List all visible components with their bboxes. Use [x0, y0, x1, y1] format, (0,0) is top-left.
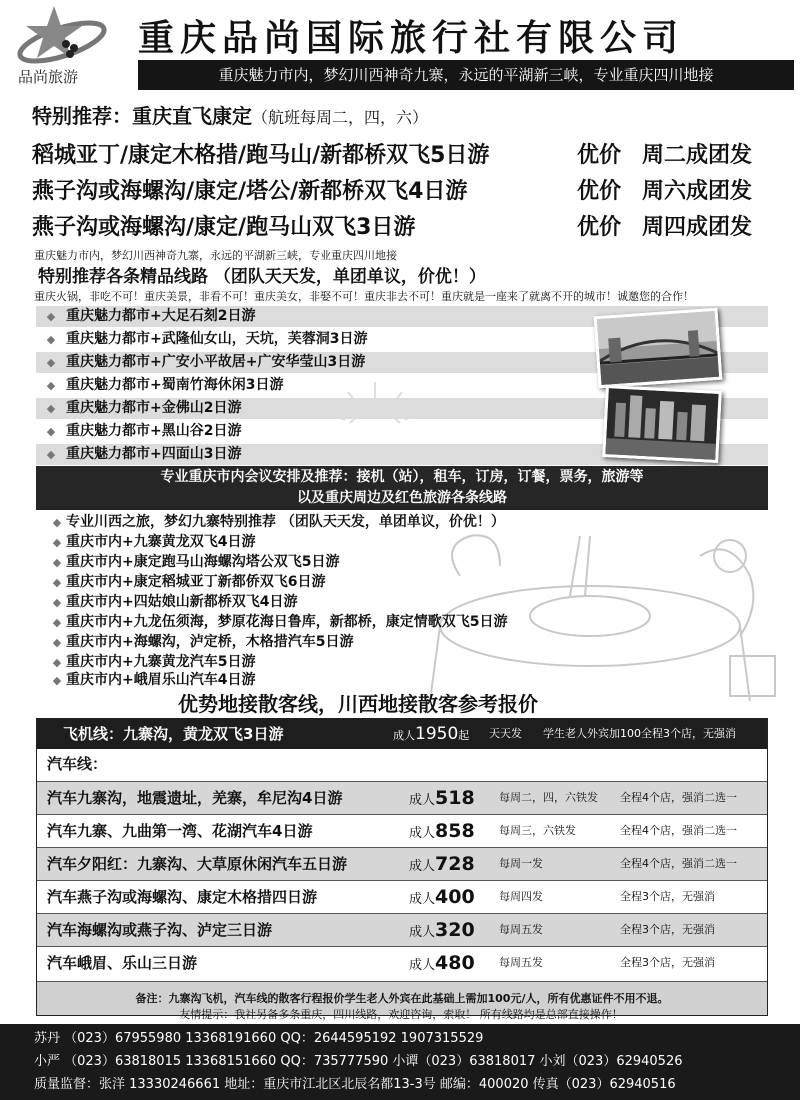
table-row [37, 947, 767, 979]
list-item [48, 652, 255, 672]
sun-doodle-icon [330, 378, 420, 448]
logo-star-icon [10, 2, 122, 70]
diamond-bullet-icon: ◆ [52, 674, 62, 687]
list-item-label: 重庆魅力都市+大足石刻2日游 [66, 308, 256, 324]
flight-price-suffix: 起 [458, 729, 470, 742]
table-row [37, 881, 767, 913]
west-sichuan-title-text: 专业川西之旅，梦幻九寨特别推荐 （团队天天发，单团单议，价优！） [66, 514, 505, 530]
cell-price-value: 518 [435, 787, 475, 809]
list-item [48, 552, 339, 572]
cell-price [409, 914, 475, 949]
diamond-bullet-icon: ◆ [46, 448, 56, 461]
diamond-bullet-icon: ◆ [52, 596, 62, 609]
cell-note: 全程4个店，强消二选一 [620, 824, 737, 837]
flight-note: 学生老人外宾加100全程3个店，无强消 [543, 727, 736, 740]
cell-price [409, 782, 475, 817]
cell-route: 汽车峨眉、乐山三日游 [47, 954, 198, 972]
flight-route-row [37, 719, 767, 749]
special-route-row [32, 138, 777, 170]
contact-footer [0, 1024, 800, 1100]
table-row [37, 782, 767, 814]
cell-note: 全程4个店，强消二选一 [620, 857, 737, 870]
list-item [48, 670, 255, 690]
table-row [37, 815, 767, 847]
list-item [48, 572, 325, 592]
route-price: 优价 [577, 215, 622, 240]
cell-departure: 每周四发 [499, 890, 543, 903]
diamond-bullet-icon: ◆ [52, 556, 62, 569]
hotpot-illustration [400, 516, 780, 706]
cell-departure: 每周五发 [499, 923, 543, 936]
list-item-label: 重庆魅力都市+四面山3日游 [66, 446, 242, 462]
friendly-tips: 友情提示：我社另备多条重庆，四川线路，欢迎咨询，索取！ 所有线路均是总部直接操作！ [179, 1008, 623, 1021]
slogan-bar: 重庆魅力市内，梦幻川西神奇九寨，永远的平湖新三峡，专业重庆四川地接 [138, 60, 794, 90]
flight-price-value: 1950 [415, 724, 459, 744]
list-item-label: 重庆市内+九寨黄龙双飞4日游 [66, 534, 256, 550]
cell-departure: 每周二，四，六铁发 [499, 791, 598, 804]
meeting-line-2: 以及重庆周边及红色旅游各条线路 [297, 490, 507, 506]
diamond-bullet-icon: ◆ [46, 402, 56, 415]
list-item [48, 632, 353, 652]
cell-price-prefix: 成人 [409, 859, 436, 874]
route-departure: 周四成团发 [642, 215, 753, 240]
cell-departure: 每周三，六铁发 [499, 824, 576, 837]
list-item-label: 重庆市内+四姑娘山新都桥双飞4日游 [66, 594, 298, 610]
cell-price-prefix: 成人 [409, 925, 436, 940]
cell-price-value: 858 [435, 820, 475, 842]
price-section-heading: 优势地接散客线，川西地接散客参考报价 [178, 692, 538, 716]
cell-departure: 每周五发 [499, 956, 543, 969]
flight-price [393, 719, 469, 751]
cell-price [409, 848, 475, 883]
cell-price-value: 320 [435, 919, 475, 941]
diamond-bullet-icon: ◆ [52, 516, 62, 529]
diamond-bullet-icon: ◆ [46, 356, 56, 369]
flight-schedule-note: （航班每周二，四，六） [252, 108, 429, 127]
cell-price-prefix: 成人 [409, 826, 436, 841]
diamond-bullet-icon: ◆ [46, 425, 56, 438]
route-price: 优价 [577, 143, 622, 168]
contact-row-1: 苏丹 （023）67955980 13368191660 QQ：2644595192 1907315529 [34, 1031, 484, 1046]
list-item-label: 重庆市内+海螺沟，泸定桥，木格措汽车5日游 [66, 634, 354, 650]
cell-price-prefix: 成人 [409, 892, 436, 907]
cell-price-value: 480 [435, 952, 475, 974]
list-item-label: 重庆市内+峨眉乐山汽车4日游 [66, 672, 256, 688]
table-row [37, 848, 767, 880]
list-item [48, 612, 507, 632]
special-route-row [32, 210, 777, 242]
hotpot-slogan: 重庆火锅，非吃不可！重庆美景，非看不可！重庆美女，非娶不可！重庆非去不可！重庆就是一座来了就离不开的城市！诚邀您的合作！ [34, 290, 694, 303]
diamond-bullet-icon: ◆ [52, 656, 62, 669]
diamond-bullet-icon: ◆ [52, 576, 62, 589]
bus-routes-label: 汽车线： [47, 755, 108, 773]
meeting-services-bar [36, 466, 768, 510]
list-item-label: 重庆魅力都市+蜀南竹海休闲3日游 [66, 377, 284, 393]
night-city-photo [602, 385, 722, 463]
diamond-bullet-icon: ◆ [46, 310, 56, 323]
cell-note: 全程3个店，无强消 [620, 923, 715, 936]
flight-departure: 天天发 [489, 727, 522, 740]
cell-price [409, 815, 475, 850]
remark-row: 备注：九寨沟飞机，汽车线的散客行程报价学生老人外宾在此基础上需加100元/人，所有优惠证件不用不退。 [37, 982, 767, 1015]
list-item-label: 重庆市内+九龙伍须海，梦原花海日鲁库，新都桥，康定情歌双飞5日游 [66, 614, 508, 630]
cell-note: 全程3个店，无强消 [620, 956, 715, 969]
list-item-label: 重庆魅力都市+黑山谷2日游 [66, 423, 242, 439]
cell-route: 汽车海螺沟或燕子沟、泸定三日游 [47, 921, 273, 939]
table-row [37, 914, 767, 946]
cell-route: 汽车夕阳红：九寨沟、大草原休闲汽车五日游 [47, 855, 348, 873]
cell-route: 汽车九寨沟，地震遗址，羌寨，牟尼沟4日游 [47, 789, 343, 807]
cell-route: 汽车九寨、九曲第一湾、花湖汽车4日游 [47, 822, 313, 840]
list-item-label: 重庆魅力都市+武隆仙女山，天坑，芙蓉洞3日游 [66, 331, 368, 347]
contact-row-3: 质量监督：张洋 13330246661 地址：重庆市江北区北辰名都13-3号 邮编：400020 传真（023）62940516 [34, 1077, 676, 1092]
route-name: 稻城亚丁/康定木格措/跑马山/新都桥双飞5日游 [32, 143, 490, 168]
cell-price [409, 881, 475, 916]
cell-note: 全程4个店，强消二选一 [620, 791, 737, 804]
bridge-photo [594, 308, 723, 388]
cell-price-prefix: 成人 [409, 958, 436, 973]
route-departure: 周二成团发 [642, 143, 753, 168]
diamond-bullet-icon: ◆ [46, 333, 56, 346]
cell-route: 汽车燕子沟或海螺沟、康定木格措四日游 [47, 888, 318, 906]
route-departure: 周六成团发 [642, 179, 753, 204]
cell-departure: 每周一发 [499, 857, 543, 870]
featured-routes-title: 特别推荐各条精品线路 （团队天天发，单团单议，价优！） [38, 267, 486, 287]
special-route-row [32, 174, 777, 206]
list-item [48, 532, 255, 552]
contact-row-2: 小严 （023）63818015 13368151660 QQ：735777590 小谭（023）63818017 小刘（023）62940526 [34, 1054, 683, 1069]
route-price: 优价 [577, 179, 622, 204]
west-sichuan-title [48, 512, 505, 532]
diamond-bullet-icon: ◆ [46, 379, 56, 392]
list-item-label: 重庆市内+九寨黄龙汽车5日游 [66, 654, 256, 670]
meeting-line-1: 专业重庆市内会议安排及推荐：接机（站），租车，订房，订餐，票务，旅游等 [160, 469, 644, 485]
price-table [36, 718, 768, 1016]
flight-price-prefix: 成人 [393, 729, 415, 742]
special-recommend-title [32, 100, 428, 129]
diamond-bullet-icon: ◆ [52, 636, 62, 649]
list-item-label: 重庆魅力都市+广安小平故居+广安华莹山3日游 [66, 354, 366, 370]
small-slogan: 重庆魅力市内，梦幻川西神奇九寨，永远的平湖新三峡，专业重庆四川地接 [34, 249, 397, 262]
route-name: 燕子沟或海螺沟/康定/塔公/新都桥双飞4日游 [32, 179, 468, 204]
cell-note: 全程3个店，无强消 [620, 890, 715, 903]
list-item-label: 重庆市内+康定稻城亚丁新都侨双飞6日游 [66, 574, 326, 590]
route-name: 燕子沟或海螺沟/康定/跑马山双飞3日游 [32, 215, 416, 240]
cell-price-value: 728 [435, 853, 475, 875]
list-item [48, 592, 297, 612]
list-item-label: 重庆魅力都市+金佛山2日游 [66, 400, 242, 416]
list-item-label: 重庆市内+康定跑马山海螺沟塔公双飞5日游 [66, 554, 340, 570]
logo-text: 品尚旅游 [18, 68, 79, 86]
cell-price [409, 947, 475, 982]
special-title-text: 特别推荐：重庆直飞康定 [32, 104, 252, 128]
company-name: 重庆品尚国际旅行社有限公司 [138, 18, 685, 59]
flight-route-name: 飞机线：九寨沟，黄龙双飞3日游 [63, 725, 284, 743]
diamond-bullet-icon: ◆ [52, 616, 62, 629]
cell-price-value: 400 [435, 886, 475, 908]
diamond-bullet-icon: ◆ [52, 536, 62, 549]
cell-price-prefix: 成人 [409, 793, 436, 808]
